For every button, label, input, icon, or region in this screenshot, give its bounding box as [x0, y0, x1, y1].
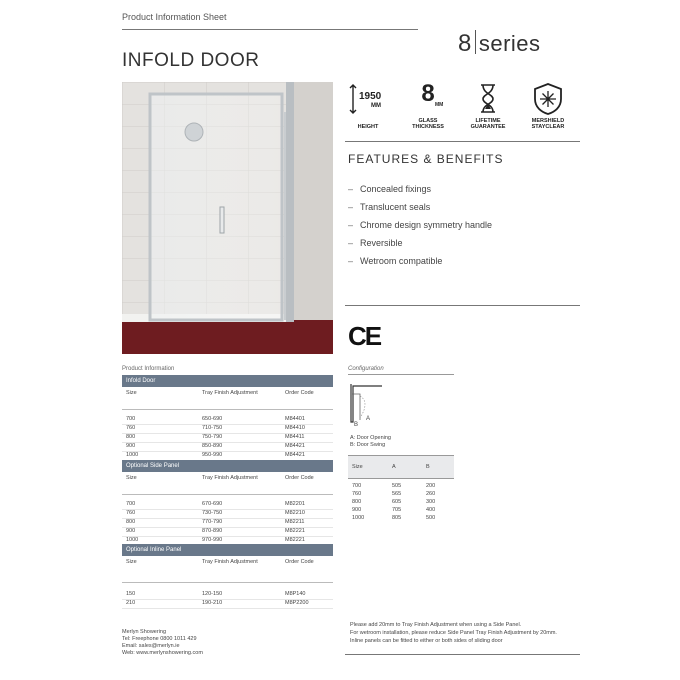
product-info-label: Product Information	[122, 366, 175, 372]
ce-mark-icon	[348, 323, 388, 361]
spec-icons	[345, 82, 580, 132]
ce-mark-text: CE	[348, 321, 381, 351]
configuration-table	[348, 455, 454, 523]
glass-unit: MM	[435, 102, 444, 108]
table-row: 210 190-210 M8P2200	[122, 600, 333, 609]
diagram-label-a: A	[366, 416, 371, 422]
mershield-caption: MERSHIELD STAYCLEAR	[531, 118, 565, 130]
glass-caption: GLASS THICKNESS	[412, 118, 444, 130]
height-icon	[345, 82, 391, 130]
product-photo	[122, 82, 333, 354]
dash-icon: –	[348, 238, 354, 248]
table-row: 900 705 400	[352, 507, 436, 513]
table-column-headers: Size Tray Finish Adjustment Order Code	[122, 472, 333, 495]
infold-door-table	[122, 375, 333, 461]
table-row: 700 505 200	[352, 483, 436, 489]
icons-divider	[345, 141, 580, 142]
section-header: Infold Door	[122, 375, 333, 387]
table-row: 800 605 300	[352, 499, 436, 505]
table-row: 760 710-750 M84410	[122, 425, 333, 434]
diagram-label-b: B	[354, 422, 359, 428]
configuration-legend: A: Door Opening B: Door Swing	[350, 435, 391, 448]
glass-thickness-icon	[405, 82, 451, 130]
features-divider	[345, 305, 580, 306]
brand-word: series	[478, 31, 541, 56]
table-row: 900 850-890 M84421	[122, 443, 333, 452]
mershield-icon	[525, 82, 571, 130]
phone-number: Tel: Freephone 0800 1011 429	[122, 636, 197, 642]
installation-notes: Please add 20mm to Tray Finish Adjustment when using a Side Panel. For wetroom installation, please reduce Side Panel Tray Finish Adjustment by 20mm. Inline panels can be fitted to either or both sides of sliding door	[350, 622, 557, 644]
contact-block	[122, 629, 203, 657]
table-column-headers: Size A B	[348, 455, 454, 479]
dash-icon: –	[348, 202, 354, 212]
brand-divider	[475, 30, 476, 54]
dash-icon: –	[348, 256, 354, 266]
sheet-label: Product Information Sheet	[122, 12, 227, 22]
section-header: Optional Inline Panel	[122, 544, 333, 556]
table-row: 700 670-690 M82201	[122, 501, 333, 510]
feature-item: – Concealed fixings	[348, 184, 432, 194]
section-header: Optional Side Panel	[122, 460, 333, 472]
company-name: Merlyn Showering	[122, 629, 167, 635]
table-row: 900 870-890 M82221	[122, 528, 333, 537]
feature-item: – Reversible	[348, 238, 403, 248]
table-row: 760 730-750 M82210	[122, 510, 333, 519]
website: Web: www.merlynshowering.com	[122, 650, 203, 656]
table-row: 1000 970-990 M82221	[122, 537, 333, 546]
feature-item: – Wetroom compatible	[348, 256, 443, 266]
brand-logo	[458, 30, 541, 58]
table-row: 800 770-790 M82211	[122, 519, 333, 528]
configuration-divider	[348, 374, 454, 375]
page-title: INFOLD DOOR	[122, 50, 260, 71]
email-address: Email: sales@merlyn.ie	[122, 643, 180, 649]
features-list	[348, 184, 578, 274]
feature-item: – Translucent seals	[348, 202, 431, 212]
height-caption: HEIGHT	[357, 124, 379, 130]
table-row: 700 650-690 M84401	[122, 416, 333, 425]
glass-value: 8	[421, 80, 435, 107]
brand-number: 8	[458, 30, 472, 57]
feature-item: – Chrome design symmetry handle	[348, 220, 493, 230]
door-configuration-diagram	[348, 382, 388, 428]
table-row: 800 750-790 M84411	[122, 434, 333, 443]
lifetime-guarantee-icon	[465, 82, 511, 130]
height-unit: MM	[371, 103, 381, 109]
configuration-label: Configuration	[348, 366, 384, 372]
table-row: 1000 805 500	[352, 515, 436, 521]
table-row: 1000 950-990 M84421	[122, 452, 333, 461]
table-row: 150 120-150 M8P140	[122, 591, 333, 600]
inline-panel-table	[122, 544, 333, 609]
features-title: FEATURES & BENEFITS	[348, 152, 504, 166]
table-column-headers: Size Tray Finish Adjustment Order Code	[122, 556, 333, 583]
dash-icon: –	[348, 220, 354, 230]
side-panel-table	[122, 460, 333, 546]
header-divider	[122, 29, 418, 30]
table-row: 760 565 260	[352, 491, 436, 497]
lifetime-caption: LIFETIME GUARANTEE	[470, 118, 506, 130]
shower-enclosure-illustration	[122, 82, 333, 354]
dash-icon: –	[348, 184, 354, 194]
footer-divider	[345, 654, 580, 655]
height-value: 1950	[359, 91, 382, 102]
table-column-headers: Size Tray Finish Adjustment Order Code	[122, 387, 333, 410]
